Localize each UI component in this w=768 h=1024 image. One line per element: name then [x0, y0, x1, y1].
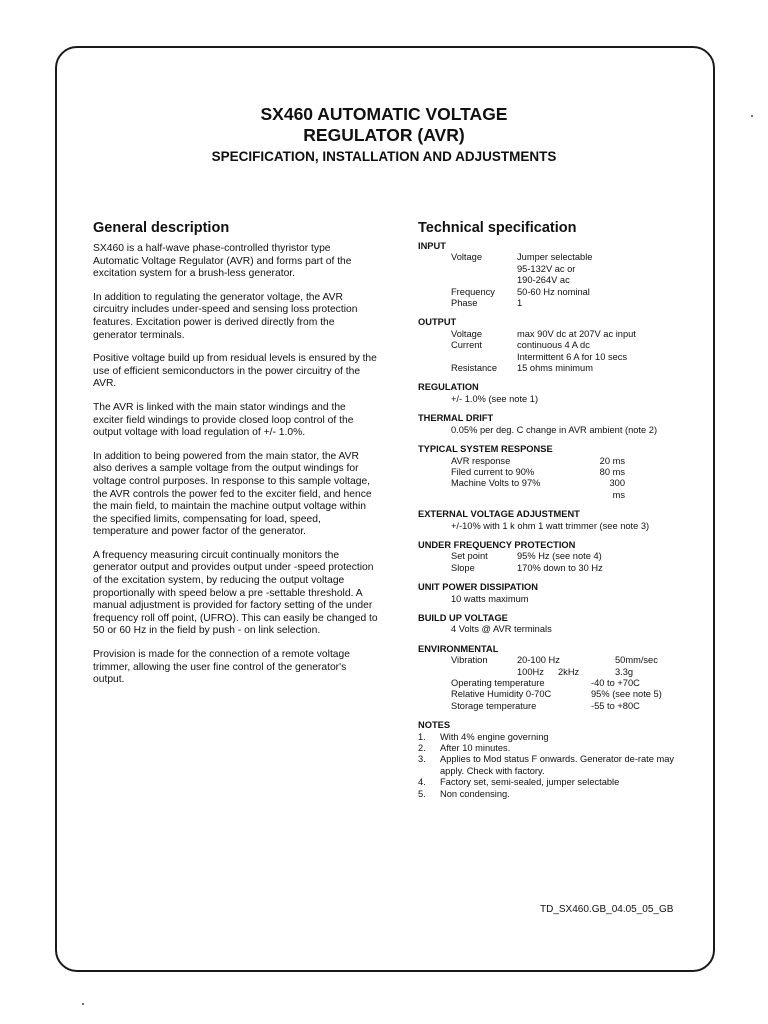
output-heading: OUTPUT	[418, 317, 457, 328]
environmental-heading: ENVIRONMENTAL	[418, 643, 499, 654]
note-text: Factory set, semi-sealed, jumper selectable	[440, 777, 620, 788]
spec-value: 3.3g	[615, 666, 634, 677]
spec-value-line: Intermittent 6 A for 10 secs	[517, 351, 628, 362]
regulation-heading: REGULATION	[418, 382, 479, 393]
thermal-drift-heading: THERMAL DRIFT	[418, 413, 494, 424]
spec-label: Set point	[451, 551, 488, 562]
title-line-1: SX460 AUTOMATIC VOLTAGE	[260, 104, 508, 124]
output-voltage-row	[418, 329, 708, 340]
humidity-row	[418, 689, 708, 700]
spec-label: Current	[451, 340, 483, 351]
note-number: 2.	[418, 743, 426, 754]
general-paragraph: A frequency measuring circuit continually monitors the generator output and provides output under -speed protection of the excitation system, by reducing the output voltage proportionally with speed below a pre -settable threshold. A manual adjustment is provided for factory setting of the under frequency roll off point, (UFRO). This can easily be changed to 50 or 60 Hz in the field by push - on link selection.	[93, 549, 378, 637]
notes-heading: NOTES	[418, 720, 451, 731]
spec-value: 95% Hz (see note 4)	[517, 551, 602, 562]
document-reference-code: TD_SX460.GB_04.05_05_GB	[540, 904, 674, 915]
spec-value	[517, 340, 627, 363]
spec-value-line: continuous 4 A dc	[517, 340, 590, 351]
general-description-section	[93, 219, 378, 698]
note-number: 1.	[418, 731, 426, 742]
build-up-voltage-value: 4 Volts @ AVR terminals	[451, 624, 552, 635]
general-paragraph: Positive voltage build up from residual levels is ensured by the use of efficient semiconductors in the power circuitry of the AVR.	[93, 353, 377, 390]
output-current-row	[418, 340, 708, 363]
spec-value: 15 ohms minimum	[517, 363, 593, 374]
input-phase-row	[418, 298, 708, 309]
input-heading: INPUT	[418, 241, 446, 251]
spec-label-empty	[451, 667, 517, 678]
input-frequency-row	[418, 287, 708, 298]
spec-value	[517, 252, 592, 286]
regulation-value: +/- 1.0% (see note 1)	[451, 393, 539, 404]
spec-label: Storage temperature	[451, 700, 537, 711]
technical-specification-section	[418, 219, 708, 808]
spec-label: Filed current to 90%	[451, 466, 535, 477]
system-response-heading: TYPICAL SYSTEM RESPONSE	[418, 444, 553, 455]
note-number: 3.	[418, 754, 426, 765]
spec-value: 20-100 Hz	[517, 655, 560, 666]
general-paragraph: In addition to regulating the generator voltage, the AVR circuitry includes under-speed and sensing loss protection features. Excitation power is derived directly from the generator terminals.	[93, 291, 358, 341]
response-row	[418, 467, 708, 478]
spec-value: -40 to +70C	[591, 678, 640, 688]
spec-label: Frequency	[451, 286, 495, 297]
thermal-drift-section	[418, 413, 708, 436]
note-item	[418, 777, 708, 788]
general-description-heading: General description	[93, 220, 230, 236]
output-section	[418, 317, 708, 374]
general-paragraph: In addition to being powered from the main stator, the AVR also derives a sample voltage from the output windings for voltage control purposes. In response to this sample voltage, the AVR controls the power fed to the exciter field, and hence the main field, to maintain the machine output voltage within the specified limits, compensating for load, speed, temperature and power factor of the generator.	[93, 450, 372, 538]
power-dissipation-heading: UNIT POWER DISSIPATION	[418, 582, 539, 593]
spec-label: Voltage	[451, 252, 483, 263]
spec-value-line: 190-264V ac	[517, 275, 570, 286]
spec-label: Phase	[451, 298, 478, 309]
under-frequency-section	[418, 540, 708, 574]
scan-speck	[82, 1003, 84, 1005]
title-line-2: REGULATOR (AVR)	[303, 125, 465, 145]
system-response-section	[418, 444, 708, 501]
spec-value: 300 ms	[609, 478, 625, 500]
under-frequency-heading: UNDER FREQUENCY PROTECTION	[418, 539, 576, 550]
spec-label: AVR response	[451, 455, 511, 466]
spec-value-line: Jumper selectable	[517, 252, 593, 263]
note-text: Non condensing.	[440, 788, 510, 799]
environmental-section	[418, 644, 708, 712]
spec-label: Resistance	[451, 363, 497, 374]
vibration-row	[418, 655, 708, 666]
spec-label: Voltage	[451, 328, 483, 339]
operating-temperature-row	[418, 678, 708, 689]
note-text: With 4% engine governing	[440, 731, 549, 742]
spec-label: Machine Volts to 97%	[451, 478, 541, 489]
spec-label: Slope	[451, 562, 475, 573]
spec-value: max 90V dc at 207V ac input	[517, 328, 636, 339]
power-dissipation-value: 10 watts maximum	[451, 593, 529, 604]
response-row	[418, 456, 708, 467]
note-item	[418, 754, 708, 777]
response-row	[418, 478, 708, 501]
storage-temperature-row	[418, 701, 708, 712]
external-adjustment-value: +/-10% with 1 k ohm 1 watt trimmer (see note 3)	[451, 520, 650, 531]
note-item	[418, 789, 708, 800]
spec-value: 170% down to 30 Hz	[517, 562, 603, 573]
spec-value: 1	[517, 298, 523, 309]
external-adjustment-section	[418, 509, 708, 532]
external-adjustment-heading: EXTERNAL VOLTAGE ADJUSTMENT	[418, 509, 580, 520]
spec-value: 20 ms	[599, 455, 625, 466]
document-subtitle: SPECIFICATION, INSTALLATION AND ADJUSTMENTS	[211, 149, 557, 164]
build-up-voltage-heading: BUILD UP VOLTAGE	[418, 612, 508, 623]
output-resistance-row	[418, 363, 708, 374]
spec-value-line: 95-132V ac or	[517, 263, 576, 274]
spec-value: -55 to +80C	[591, 700, 640, 711]
spec-label: Operating temperature	[451, 678, 545, 688]
note-number: 4.	[418, 777, 426, 788]
spec-value: 80 ms	[599, 466, 625, 477]
slope-row	[418, 563, 708, 574]
spec-value: 2kHz	[558, 666, 580, 677]
note-item	[418, 732, 708, 743]
spec-label: Vibration	[451, 655, 488, 666]
note-item	[418, 743, 708, 754]
notes-section	[418, 720, 708, 800]
input-voltage-row	[418, 252, 708, 286]
spec-value: 95% (see note 5)	[591, 689, 662, 700]
thermal-drift-value: 0.05% per deg. C change in AVR ambient (note 2)	[451, 424, 658, 435]
set-point-row	[418, 551, 708, 562]
spec-value: 50-60 Hz nominal	[517, 286, 590, 297]
document-title	[0, 104, 768, 165]
vibration-row-2	[418, 667, 708, 678]
note-text: After 10 minutes.	[440, 743, 511, 754]
note-number: 5.	[418, 788, 426, 799]
note-text: Applies to Mod status F onwards. Generator de-rate may apply. Check with factory.	[440, 754, 675, 776]
spec-value: 100Hz	[517, 666, 544, 677]
spec-label: Relative Humidity 0-70C	[451, 689, 552, 700]
general-paragraph: Provision is made for the connection of a remote voltage trimmer, allowing the user fine control of the generator's output.	[93, 649, 350, 686]
spec-value: 50mm/sec	[615, 655, 658, 666]
input-section	[418, 241, 708, 309]
power-dissipation-section	[418, 582, 708, 605]
regulation-section	[418, 382, 708, 405]
build-up-voltage-section	[418, 613, 708, 636]
general-paragraph: SX460 is a half-wave phase-controlled thyristor type Automatic Voltage Regulator (AVR) and forms part of the excitation system for a brush-less generator.	[93, 243, 352, 280]
general-paragraph: The AVR is linked with the main stator windings and the exciter field windings to provide closed loop control of the output voltage with load regulation of +/- 1.0%.	[93, 401, 354, 439]
technical-specification-heading: Technical specification	[418, 220, 577, 236]
